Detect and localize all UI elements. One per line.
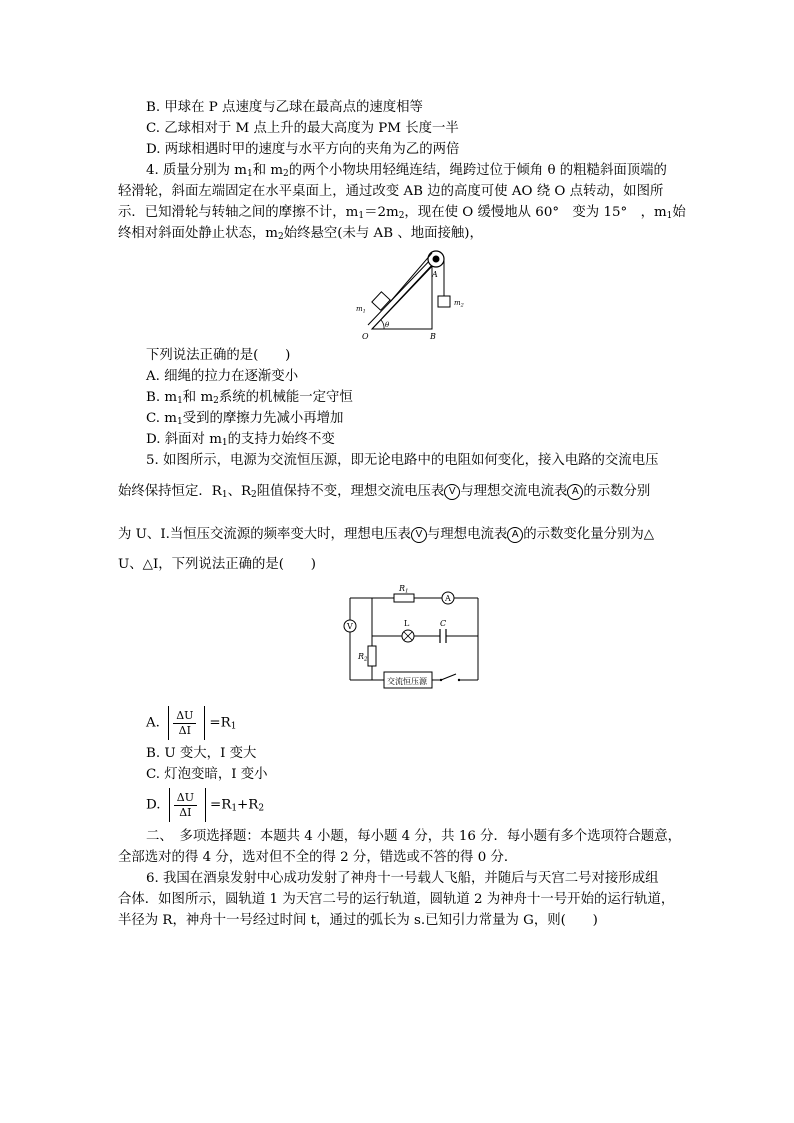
q5-stem-line1: 5. 如图所示，电源为交流恒压源，即无论电路中的电阻如何变化，接入电路的交流电压 [146,453,659,468]
switch-lever [441,674,456,680]
label-r2: R2 [358,652,368,663]
block-m1 [372,292,390,310]
section2-heading: 二、 多项选择题：本题共 4 小题，每小题 4 分，共 16 分．每小题有多个选项符合题意， [146,829,681,844]
q5-option-d: D. ΔU ΔI $=R_1+R_2$ [146,788,264,822]
section2-line2: 全部选对的得 4 分，选对但不全的得 2 分，错选或不答的得 0 分． [118,850,518,865]
q4-option-b: B. $m_1$和 $m_2$系统的机械能一定守恒 [146,390,353,406]
block-m2 [438,296,450,307]
q4-option-a: A. 细绳的拉力在逐渐变小 [146,369,299,384]
q5-stem-line3: 为 U、I.当恒压交流源的频率变大时，理想电压表 V 与理想电流表 A 的示数变化量分别为△ [118,527,655,542]
q4-incline-figure [350,245,480,343]
label-c: C [440,619,447,628]
q4-option-d: D. 斜面对 $m_1$的支持力始终不变 [146,432,335,448]
q3-option-b: B. 甲球在 P 点速度与乙球在最高点的速度相等 [146,100,423,115]
ammeter-icon: A [567,484,583,500]
label-l: L [404,619,410,628]
incline-plank-top [368,256,434,325]
label-A: A [432,270,438,279]
label-m1: $m_1$ [356,305,366,315]
label-theta: θ [385,321,390,329]
label-O: O [362,332,369,341]
ammeter-label: A [445,594,451,603]
q4-prompt: 下列说法正确的是( ) [146,348,291,363]
pulley-inner [433,256,440,263]
q4-stem-line4: 终相对斜面处静止状态，$m_2$始终悬空(未与 AB 、地面接触)， [118,226,483,242]
q5-option-b: B. U 变大，I 变大 [146,746,257,761]
q5-option-c: C. 灯泡变暗，I 变小 [146,767,268,782]
q4-stem-line2: 轻滑轮，斜面左端固定在水平桌面上，通过改变 AB 边的高度可使 AO 绕 O 点转动，如图所 [118,184,664,199]
q3-option-d: D. 两球相遇时甲的速度与水平方向的夹角为乙的两倍 [146,142,460,157]
q4-option-c: C. $m_1$受到的摩擦力先减小再增加 [146,411,344,427]
q4-stem-line1: 4. 质量分别为 $m_1$和 $m_2$的两个小物块用轻绳连结，绳跨过位于倾角 θ 的粗糙斜面顶端的 [146,163,667,179]
q5-stem-line4: U、△I，下列说法正确的是( ) [118,557,317,572]
q5-option-a: A. ΔU ΔI $=R_1$ [146,706,236,740]
resistor-r2 [368,646,376,666]
resistor-r1 [394,594,414,602]
voltmeter-label: V [347,622,353,631]
rope-m1 [390,253,432,302]
ac-source-label: 交流恒压源 [387,677,427,686]
q3-option-c: C. 乙球相对于 M 点上升的最大高度为 PM 长度一半 [146,121,459,136]
switch-contact [458,679,460,681]
q6-stem-line3: 半径为 R，神舟十一号经过时间 t，通过的弧长为 s.已知引力常量为 G，则( ) [118,913,598,928]
q6-stem-line1: 6. 我国在酒泉发射中心成功发射了神舟十一号载人飞船，并随后与天宫二号对接形成组 [146,871,659,886]
ammeter-icon: A [507,527,523,543]
q5-stem-line2: 始终保持恒定．$R_1$、$R_2$阻值保持不变，理想交流电压表 V 与理想交流电流表 A 的示数分别 [118,484,651,500]
q6-stem-line2: 合体．如图所示，圆轨道 1 为天宫二号的运行轨道，圆轨道 2 为神舟十一号开始的运行轨道， [118,892,675,907]
voltmeter-icon: V [411,527,427,543]
label-r1: R1 [399,584,409,595]
q4-stem-line3: 示．已知滑轮与转轴之间的摩擦不计，$m_1=2m_2$，现在使 O 缓慢地从 60° 变为 15° ，$m_1$始 [118,205,686,221]
theta-arc [381,320,384,329]
label-B: B [430,332,436,341]
label-m2: $m_2$ [454,299,464,309]
voltmeter-icon: V [444,484,460,500]
q5-circuit-diagram [336,580,486,692]
